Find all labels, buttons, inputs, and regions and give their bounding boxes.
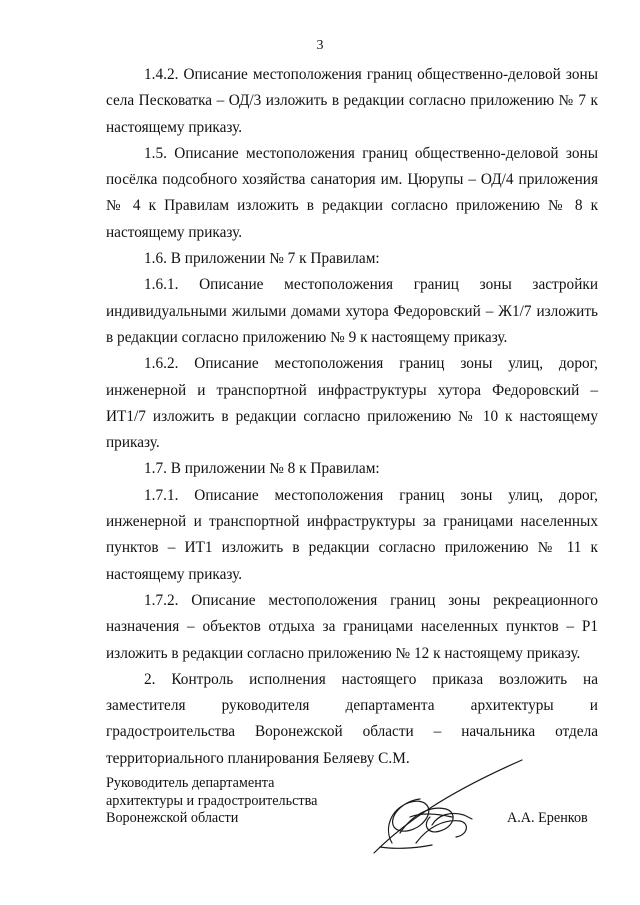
paragraph-1-6-1: 1.6.1. Описание местоположения границ зоны застройки индивидуальными жилыми домами хутора Федоровский – Ж1/7 изложить в редакции согласно приложению № 9 к настоящему приказу. xyxy=(106,276,598,346)
signer-name: А.А. Еренков xyxy=(507,810,588,826)
paragraph-1-7-1: 1.7.1. Описание местоположения границ зоны улиц, дорог, инженерной и транспортной инфраструктуры за границами населенных пунктов – ИТ1 изложить в редакции согласно приложению № 11 к настоящему приказу. xyxy=(106,486,598,583)
signatory-title xyxy=(106,775,317,828)
paragraph-1-5: 1.5. Описание местоположения границ общественно-деловой зоны посёлка подсобного хозяйства санатория им. Цюрупы – ОД/4 приложения № 4 к Правилам изложить в редакции согласно приложению № 8 к настоящему приказу. xyxy=(106,144,598,241)
paragraph-1-7: 1.7. В приложении № 8 к Правилам: xyxy=(144,460,380,478)
page-number: 3 xyxy=(316,38,324,53)
paragraph-1-6: 1.6. В приложении № 7 к Правилам: xyxy=(144,250,380,268)
signatory-title-line-3: Воронежской области xyxy=(106,810,239,826)
signatory-title-line-1: Руководитель департамента xyxy=(106,775,275,791)
paragraph-1-4-2: 1.4.2. Описание местоположения границ общественно-деловой зоны села Песковатка – ОД/3 изложить в редакции согласно приложению № 7 к настоящему приказу. xyxy=(106,66,598,136)
paragraph-1-7-2: 1.7.2. Описание местоположения границ зоны рекреационного назначения – объектов отдыха за границами населенных пунктов – Р1 изложить в редакции согласно приложению № 12 к настоящему приказу. xyxy=(106,591,598,662)
signatory-title-line-2: архитектуры и градостроительства xyxy=(106,792,318,809)
paragraph-1-6-2: 1.6.2. Описание местоположения границ зоны улиц, дорог, инженерной и транспортной инфраструктуры хутора Федоровский – ИТ1/7 изложить в редакции согласно приложению № 10 к настоящему приказу. xyxy=(106,355,598,452)
paragraph-2: 2. Контроль исполнения настоящего приказа возложить на заместителя руководителя департамента архитектуры и градостроительства Воронежской области – начальника отдела территориального планирования Беляеву С.М. xyxy=(106,670,598,767)
document-body xyxy=(106,62,598,772)
